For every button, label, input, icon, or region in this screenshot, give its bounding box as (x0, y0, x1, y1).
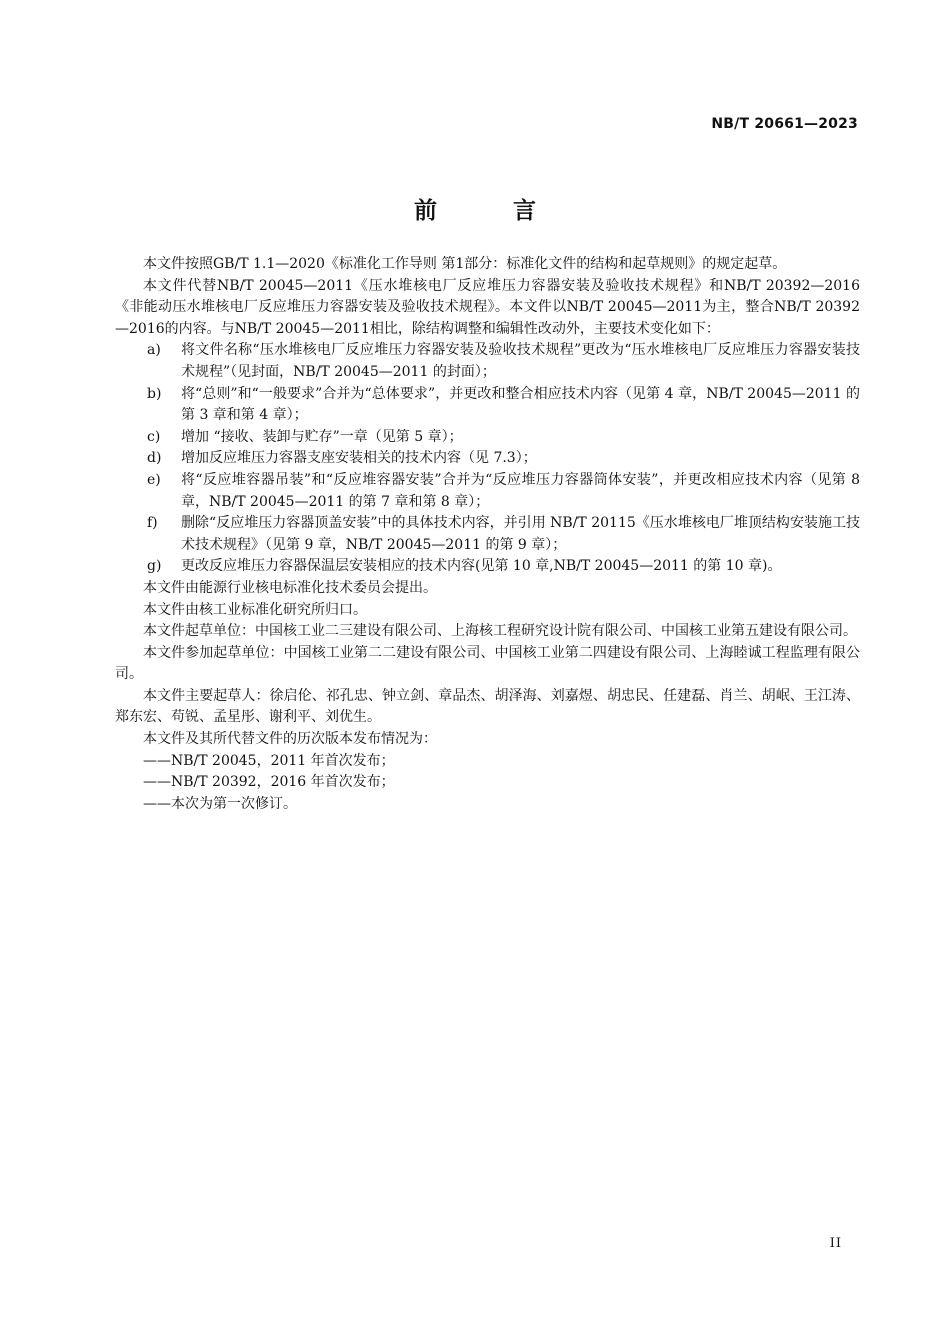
paragraph-drafting-rule: 本文件按照GB/T 1.1—2020《标准化工作导则 第1部分：标准化文件的结构和起草规则》的规定起草。 (143, 256, 787, 272)
list-item (115, 513, 860, 556)
page-title: 前 言 (413, 198, 570, 224)
history-item: ——NB/T 20392，2016 年首次发布； (143, 774, 395, 791)
history-item: ——NB/T 20045，2011 年首次发布； (143, 752, 395, 769)
history-item: ——本次为第一次修订。 (143, 795, 297, 812)
list-item (115, 340, 860, 383)
list-marker: d) (147, 450, 162, 467)
list-item-text: 增加 “接收、装卸与贮存”一章（见第 5 章）； (181, 428, 463, 445)
paragraph-administrator: 本文件由核工业标准化研究所归口。 (143, 601, 367, 618)
paragraph-drafting-units: 本文件起草单位：中国核工业二三建设有限公司、上海核工程研究设计院有限公司、中国核工业第五建设有限公司。 (143, 623, 857, 640)
list-marker: c) (147, 428, 161, 445)
list-item-text: 增加反应堆压力容器支座安装相关的技术内容（见 7.3）； (181, 450, 537, 467)
list-item-text: 删除“反应堆压力容器顶盖安装”中的具体技术内容，并引用 NB/T 20115《压水堆核电厂堆顶结构安装施工技术技术规程》（见第 9 章，NB/T 20045—2011 的第 9 章）； (181, 515, 860, 553)
list-marker: b) (147, 385, 162, 402)
change-list (115, 340, 860, 578)
list-marker: f) (147, 515, 158, 532)
list-item (115, 470, 860, 513)
list-item-text: 将“总则”和“一般要求”合并为“总体要求”，并更改和整合相应技术内容（见第 4 章，NB/T 20045—2011 的第 3 章和第 4 章）； (181, 385, 860, 424)
list-marker: e) (147, 471, 161, 488)
list-item (115, 384, 860, 427)
paragraph-participating-units: 本文件参加起草单位：中国核工业第二二建设有限公司、中国核工业第二四建设有限公司、上海睦诚工程监理有限公司。 (115, 644, 860, 683)
paragraph-history-intro: 本文件及其所代替文件的历次版本发布情况为： (143, 731, 437, 748)
list-item-text: 将“反应堆容器吊装”和“反应堆容器安装”合并为“反应堆压力容器筒体安装”，并更改相应技术内容（见第 8 章，NB/T 20045—2011 的第 7 章和第 8 章）； (181, 471, 860, 510)
paragraph-proposer: 本文件由能源行业核电标准化技术委员会提出。 (143, 579, 437, 596)
list-marker: g) (147, 558, 162, 575)
page-number: II (829, 1236, 842, 1251)
list-item (115, 556, 860, 578)
list-item-text: 将文件名称“压水堆核电厂反应堆压力容器安装及验收技术规程”更改为“压水堆核电厂反应堆压力容器安装技术规程”（见封面，NB/T 20045—2011 的封面）； (181, 342, 860, 380)
paragraph-replacement: 本文件代替NB/T 20045—2011《压水堆核电厂反应堆压力容器安装及验收技术规程》和NB/T 20392—2016《非能动压水堆核电厂反应堆压力容器安装及验收技术规程》。本文件以NB/T 20045—2011为主，整合NB/T 20392—2016的内容。与NB/T 20045—2011相比，除结构调整和编辑性改动外，主要技术变化如下： (115, 277, 860, 337)
document-code: NB/T 20661—2023 (711, 116, 858, 132)
list-item-text: 更改反应堆压力容器保温层安装相应的技术内容(见第 10 章,NB/T 20045—2011 的第 10 章)。 (181, 558, 782, 575)
list-marker: a) (147, 342, 161, 359)
list-item (115, 448, 860, 470)
foreword-body (115, 254, 860, 815)
paragraph-drafters: 本文件主要起草人：徐启伦、祁孔忠、钟立剑、章品杰、胡泽海、刘嘉煜、胡忠民、任建磊、肖兰、胡岷、王江涛、郑东宏、苟锐、孟星彤、谢利平、刘优生。 (115, 687, 860, 726)
list-item (115, 427, 860, 449)
